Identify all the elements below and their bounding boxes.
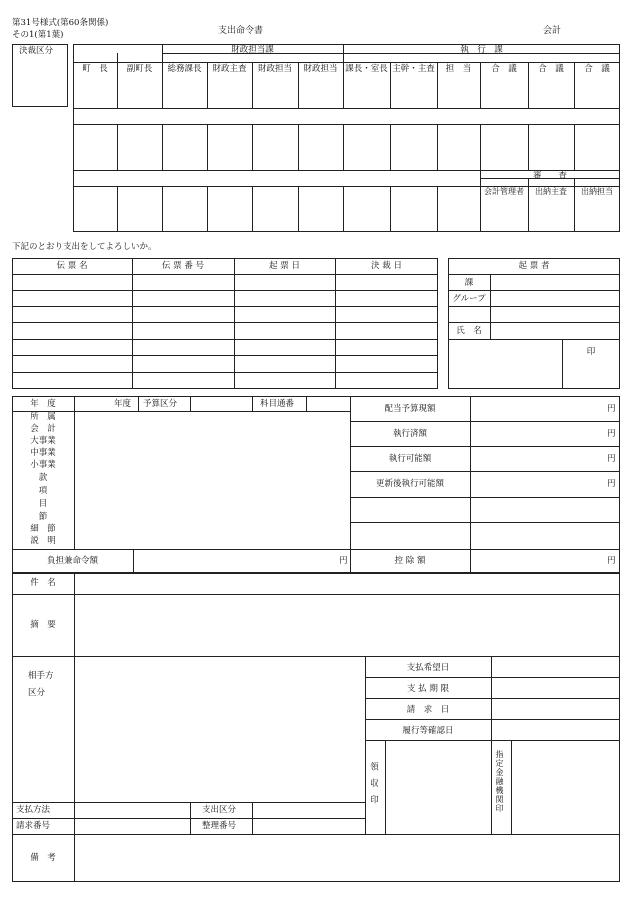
yen-unit: 円 xyxy=(339,556,348,566)
lower-table xyxy=(12,573,620,882)
approver-label: 財政担当 xyxy=(257,64,292,74)
account-label: 会計 xyxy=(543,26,562,36)
nendo-label: 年 度 xyxy=(30,399,56,409)
side-label: 小事業 xyxy=(30,460,56,470)
approver-label: 財政担当 xyxy=(303,64,338,74)
amount-label: 執行済額 xyxy=(392,429,427,439)
instruction-text: 下記のとおり支出をしてよろしいか。 xyxy=(12,242,157,252)
approver-label: 担 当 xyxy=(445,64,472,74)
kihyosha-table xyxy=(448,258,620,389)
budget-table xyxy=(12,396,620,573)
yen-unit: 円 xyxy=(607,479,616,489)
approver-label: 総務課長 xyxy=(167,64,202,74)
side-label: 目 xyxy=(38,499,48,509)
seikyu-bango-label: 請求番号 xyxy=(16,821,51,831)
side-label: 中事業 xyxy=(30,448,56,458)
kamoku-label: 科目通番 xyxy=(260,399,295,409)
side-label: 項 xyxy=(38,486,48,496)
approver-label: 主幹・主査 xyxy=(392,64,435,74)
voucher-header: 伝 票 番 号 xyxy=(161,261,205,271)
amount-label: 配当予算現額 xyxy=(384,404,436,414)
side-label: 款 xyxy=(38,473,48,483)
approver-label: 合 議 xyxy=(584,64,610,74)
yen-unit: 円 xyxy=(607,556,616,566)
kihyosha-name-label: 氏 名 xyxy=(456,326,482,336)
side-label: 所 属 xyxy=(30,412,56,422)
side-label: 説 明 xyxy=(30,536,56,546)
shiharai-hoho-label: 支払方法 xyxy=(16,805,51,815)
kubun-label: 区分 xyxy=(28,688,46,698)
seikyu-bi-label: 請 求 日 xyxy=(406,705,450,715)
voucher-table xyxy=(12,258,438,389)
zaisei-tanto-header: 財政担当課 xyxy=(231,45,274,55)
kenmei-label: 件 名 xyxy=(30,578,56,588)
kihyosha-header: 起 票 者 xyxy=(518,261,550,271)
approver-label: 副町長 xyxy=(126,64,153,74)
shikko-header: 執 行 課 xyxy=(460,45,503,55)
shinsa-header: 審 査 xyxy=(532,171,567,181)
biko-label: 備 考 xyxy=(30,853,56,863)
side-label: 会 計 xyxy=(30,424,56,434)
voucher-header: 起 票 日 xyxy=(269,261,300,271)
shitei-kinyu-label: 指定金融機関印 xyxy=(495,750,504,813)
side-label: 節 xyxy=(38,512,48,522)
shiharai-kibou-label: 支払希望日 xyxy=(406,663,450,673)
approver-label: 合 議 xyxy=(538,64,564,74)
sheet-label: その1(第1葉) xyxy=(12,30,64,40)
nendo-suffix: 年度 xyxy=(114,399,132,409)
amount-label: 執行可能額 xyxy=(388,454,432,464)
kojo-label: 控 除 額 xyxy=(394,556,426,566)
approver-label: 町 長 xyxy=(82,64,108,74)
yen-unit: 円 xyxy=(607,429,616,439)
seal-mark: 印 xyxy=(586,347,596,357)
yen-unit: 円 xyxy=(607,454,616,464)
yen-unit: 円 xyxy=(607,404,616,414)
voucher-header: 決 裁 日 xyxy=(371,261,402,271)
futan-label: 負担兼命令額 xyxy=(46,556,98,566)
shinsa-label: 出納担当 xyxy=(581,187,613,196)
tekiyo-label: 摘 要 xyxy=(30,620,56,630)
approver-label: 財政主査 xyxy=(212,64,247,74)
ryoshu-in-label: 領収印 xyxy=(368,762,379,812)
kessai-kubun-label: 決裁区分 xyxy=(19,46,54,56)
approver-label: 合 議 xyxy=(491,64,517,74)
seiri-bango-label: 整理番号 xyxy=(202,821,237,831)
amount-label: 更新後執行可能額 xyxy=(375,479,444,489)
approver-label: 課長・室長 xyxy=(345,64,388,74)
aitekata-label: 相手方 xyxy=(28,671,54,681)
side-label: 大事業 xyxy=(30,436,56,446)
yosan-kubun-label: 予算区分 xyxy=(143,399,178,409)
side-label: 細 節 xyxy=(30,524,56,534)
shiharai-kigen-label: 支 払 期 限 xyxy=(406,684,450,694)
kihyosha-ka-label: 課 xyxy=(464,278,474,288)
form-number: 第31号様式(第60条関係) xyxy=(12,18,109,28)
shiharai-kubun-label: 支出区分 xyxy=(202,805,237,815)
shinsa-label: 会計管理者 xyxy=(484,187,524,196)
rikou-label: 履行等確認日 xyxy=(402,726,454,736)
shinsa-label: 出納主査 xyxy=(535,187,567,196)
page-title: 支出命令書 xyxy=(218,26,264,36)
kihyosha-group-label: グループ xyxy=(452,294,486,304)
voucher-header: 伝 票 名 xyxy=(56,261,88,271)
